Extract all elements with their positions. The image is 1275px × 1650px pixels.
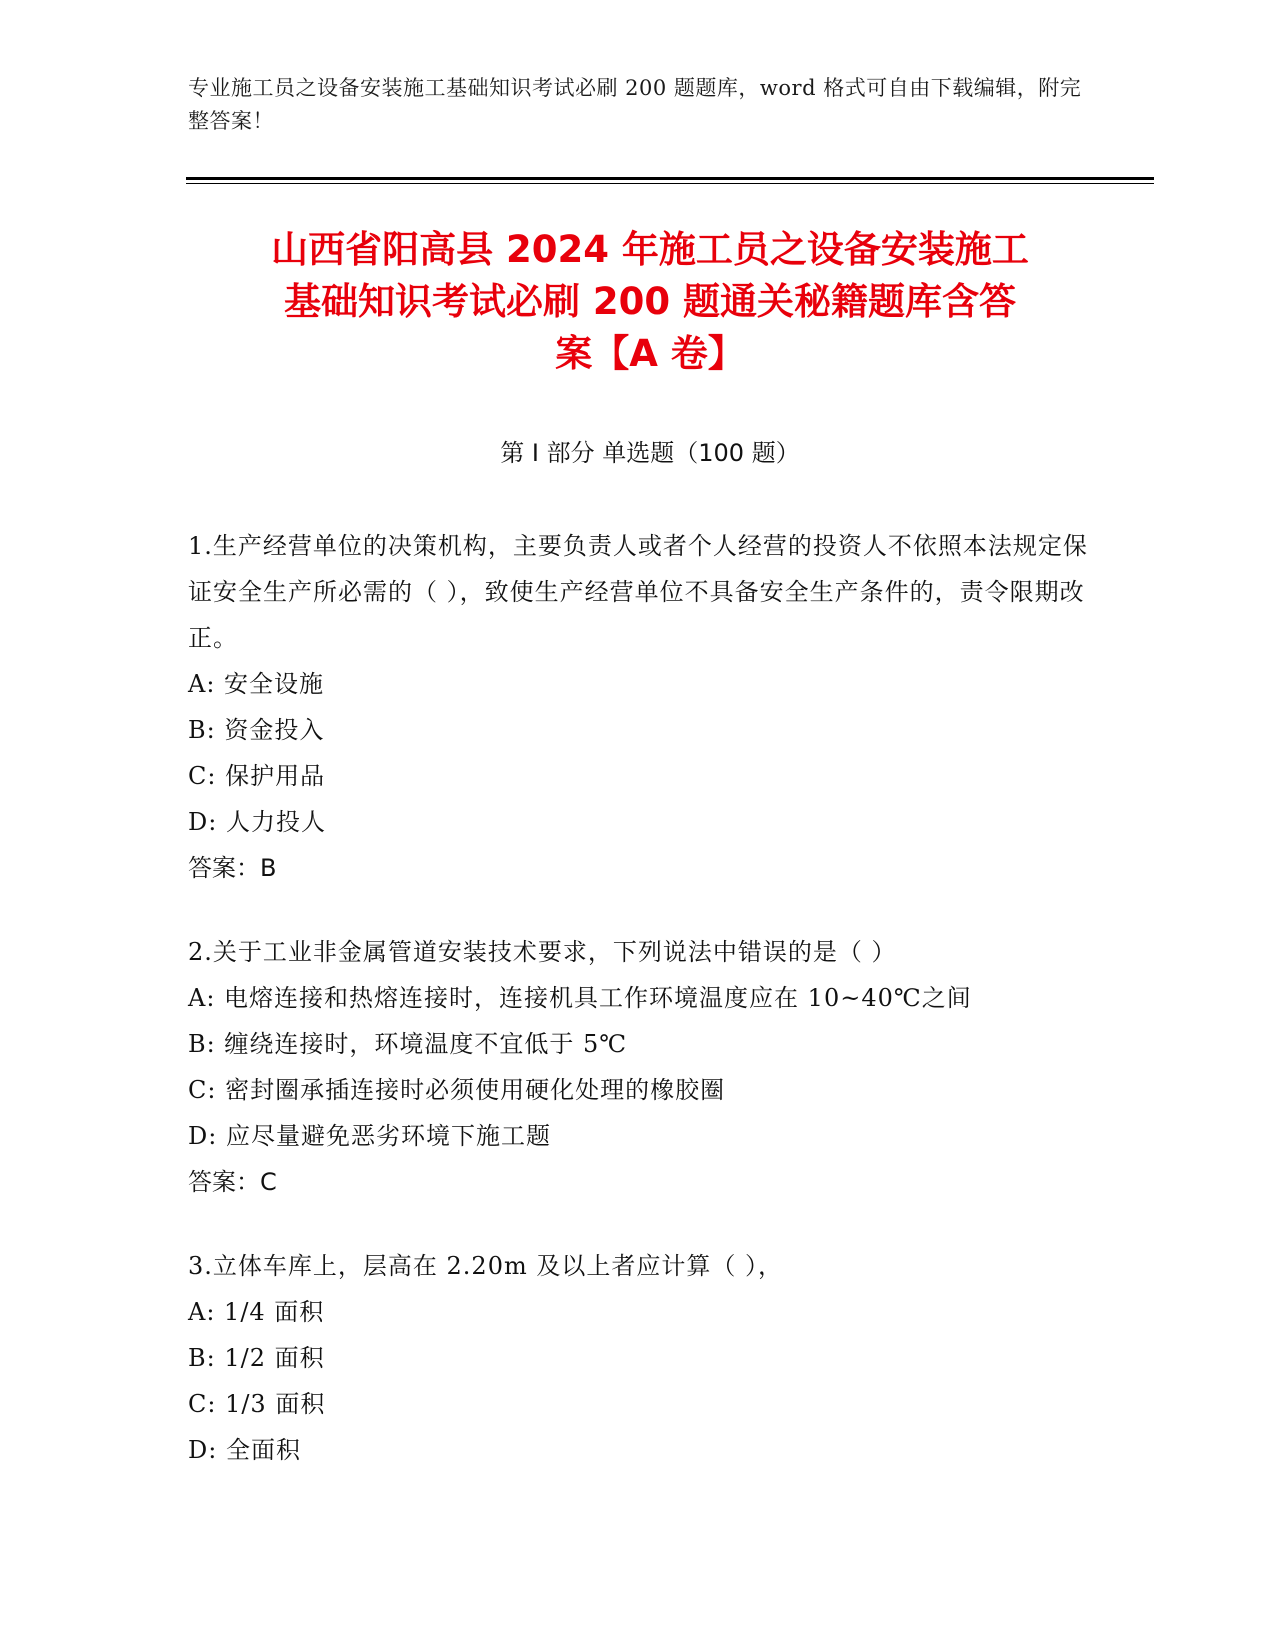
option-d: D: 人力投人 — [188, 808, 326, 836]
document-title-line-1: 山西省阳高县 2024 年施工员之设备安装施工 — [271, 228, 1029, 271]
option-b: B: 资金投入 — [188, 716, 325, 744]
option-b: B: 1/2 面积 — [188, 1344, 325, 1372]
answer: 答案：B — [188, 854, 277, 882]
header-rule-thin — [186, 183, 1154, 184]
question-list — [188, 523, 1088, 1511]
option-c: C: 保护用品 — [188, 762, 326, 790]
option-a: A: 电熔连接和热熔连接时，连接机具工作环境温度应在 10~40℃之间 — [188, 984, 972, 1012]
document-title-line-3: 案【A 卷】 — [555, 332, 745, 375]
option-d: D: 应尽量避免恶劣环境下施工题 — [188, 1122, 551, 1150]
option-c: C: 1/3 面积 — [188, 1390, 326, 1418]
question-stem: 1.生产经营单位的决策机构，主要负责人或者个人经营的投资人不依照本法规定保证安全生产所必需的（ ），致使生产经营单位不具备安全生产条件的，责令限期改正。 — [188, 532, 1088, 652]
option-a: A: 安全设施 — [188, 670, 325, 698]
answer: 答案：C — [188, 1168, 277, 1196]
header-rule-thick — [186, 177, 1154, 180]
question-1 — [188, 523, 1088, 891]
option-a: A: 1/4 面积 — [188, 1298, 325, 1326]
question-3 — [188, 1243, 1088, 1473]
document-title-line-2: 基础知识考试必刷 200 题通关秘籍题库含答 — [284, 280, 1016, 323]
document-title — [170, 224, 1130, 380]
question-stem: 3.立体车库上，层高在 2.20m 及以上者应计算（ ）， — [188, 1252, 783, 1280]
option-c: C: 密封圈承插连接时必须使用硬化处理的橡胶圈 — [188, 1076, 726, 1104]
header-note: 专业施工员之设备安装施工基础知识考试必刷 200 题题库，word 格式可自由下载编辑，附完整答案！ — [188, 76, 1082, 133]
question-stem: 2.关于工业非金属管道安装技术要求，下列说法中错误的是（ ） — [188, 938, 897, 966]
option-b: B: 缠绕连接时，环境温度不宜低于 5℃ — [188, 1030, 628, 1058]
question-2 — [188, 929, 1088, 1205]
option-d: D: 全面积 — [188, 1436, 301, 1464]
section-title: 第 I 部分 单选题（100 题） — [500, 439, 800, 467]
